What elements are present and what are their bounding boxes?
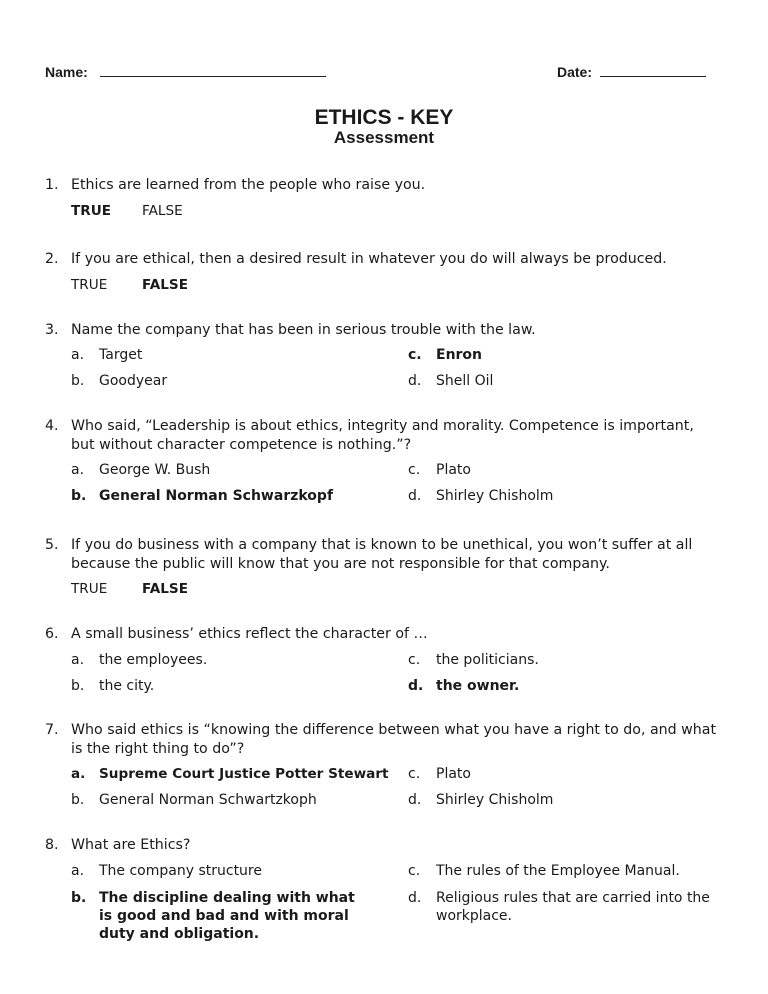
question-number: 2.: [45, 251, 59, 267]
question-number: 5.: [45, 537, 59, 553]
option-b: b. Goodyear: [71, 373, 168, 389]
date-field[interactable]: [557, 64, 706, 80]
option-c: c. Plato: [408, 766, 471, 782]
option-b: b. the city.: [71, 678, 155, 694]
option-d: d. the owner.: [408, 678, 520, 694]
option-d: d. Shell Oil: [408, 373, 494, 389]
option-c: c. Enron: [408, 347, 483, 363]
option-c: c. Plato: [408, 462, 471, 478]
question-text: If you are ethical, then a desired result in whatever you do will always be produced.: [71, 251, 667, 267]
question-text: Ethics are learned from the people who raise you.: [71, 177, 426, 193]
question-text: Who said ethics is “knowing the difference between what you have a right to do, and what is the right thing to do”?: [71, 722, 717, 757]
name-field[interactable]: [45, 64, 326, 80]
question-text: A small business’ ethics reflect the character of …: [71, 626, 428, 642]
option-a: a. Supreme Court Justice Potter Stewart: [71, 766, 389, 782]
answer-true: TRUE: [71, 277, 108, 293]
option-b: b. The discipline dealing with what is good and bad and with moral duty and obligation.: [71, 890, 355, 942]
answer-false: FALSE: [142, 203, 183, 219]
question-number: 3.: [45, 322, 59, 338]
date-blank-line[interactable]: [600, 76, 706, 77]
answer-true: TRUE: [71, 581, 108, 597]
question-text: What are Ethics?: [71, 837, 191, 853]
option-a: a. George W. Bush: [71, 462, 211, 478]
option-a: a. The company structure: [71, 863, 262, 879]
date-label: Date:: [557, 64, 593, 80]
option-d: d. Religious rules that are carried into the workplace.: [408, 890, 710, 924]
option-b: b. General Norman Schwarzkopf: [71, 488, 334, 504]
question-number: 1.: [45, 177, 59, 193]
question-number: 4.: [45, 418, 59, 434]
option-a: a. the employees.: [71, 652, 208, 668]
name-label: Name:: [45, 64, 88, 80]
option-a: a. Target: [71, 347, 143, 363]
page-subtitle: Assessment: [333, 128, 435, 147]
answer-true: TRUE: [71, 203, 112, 219]
question-number: 8.: [45, 837, 59, 853]
option-d: d. Shirley Chisholm: [408, 792, 554, 808]
question-number: 6.: [45, 626, 59, 642]
option-c: c. The rules of the Employee Manual.: [408, 863, 680, 879]
name-blank-line[interactable]: [100, 76, 326, 77]
question-text: Name the company that has been in serious trouble with the law.: [71, 322, 536, 338]
answer-false: FALSE: [142, 581, 188, 597]
question-number: 7.: [45, 722, 59, 738]
page-title: ETHICS - KEY: [314, 106, 454, 129]
answer-false: FALSE: [142, 277, 188, 293]
option-c: c. the politicians.: [408, 652, 539, 668]
option-d: d. Shirley Chisholm: [408, 488, 554, 504]
question-text: If you do business with a company that is known to be unethical, you won’t suffer at all because the public will know that you are not responsible for that company.: [71, 537, 693, 572]
question-text: Who said, “Leadership is about ethics, integrity and morality. Competence is important, but without character competence is nothing.”?: [71, 418, 694, 453]
option-b: b. General Norman Schwartzkoph: [71, 792, 317, 808]
